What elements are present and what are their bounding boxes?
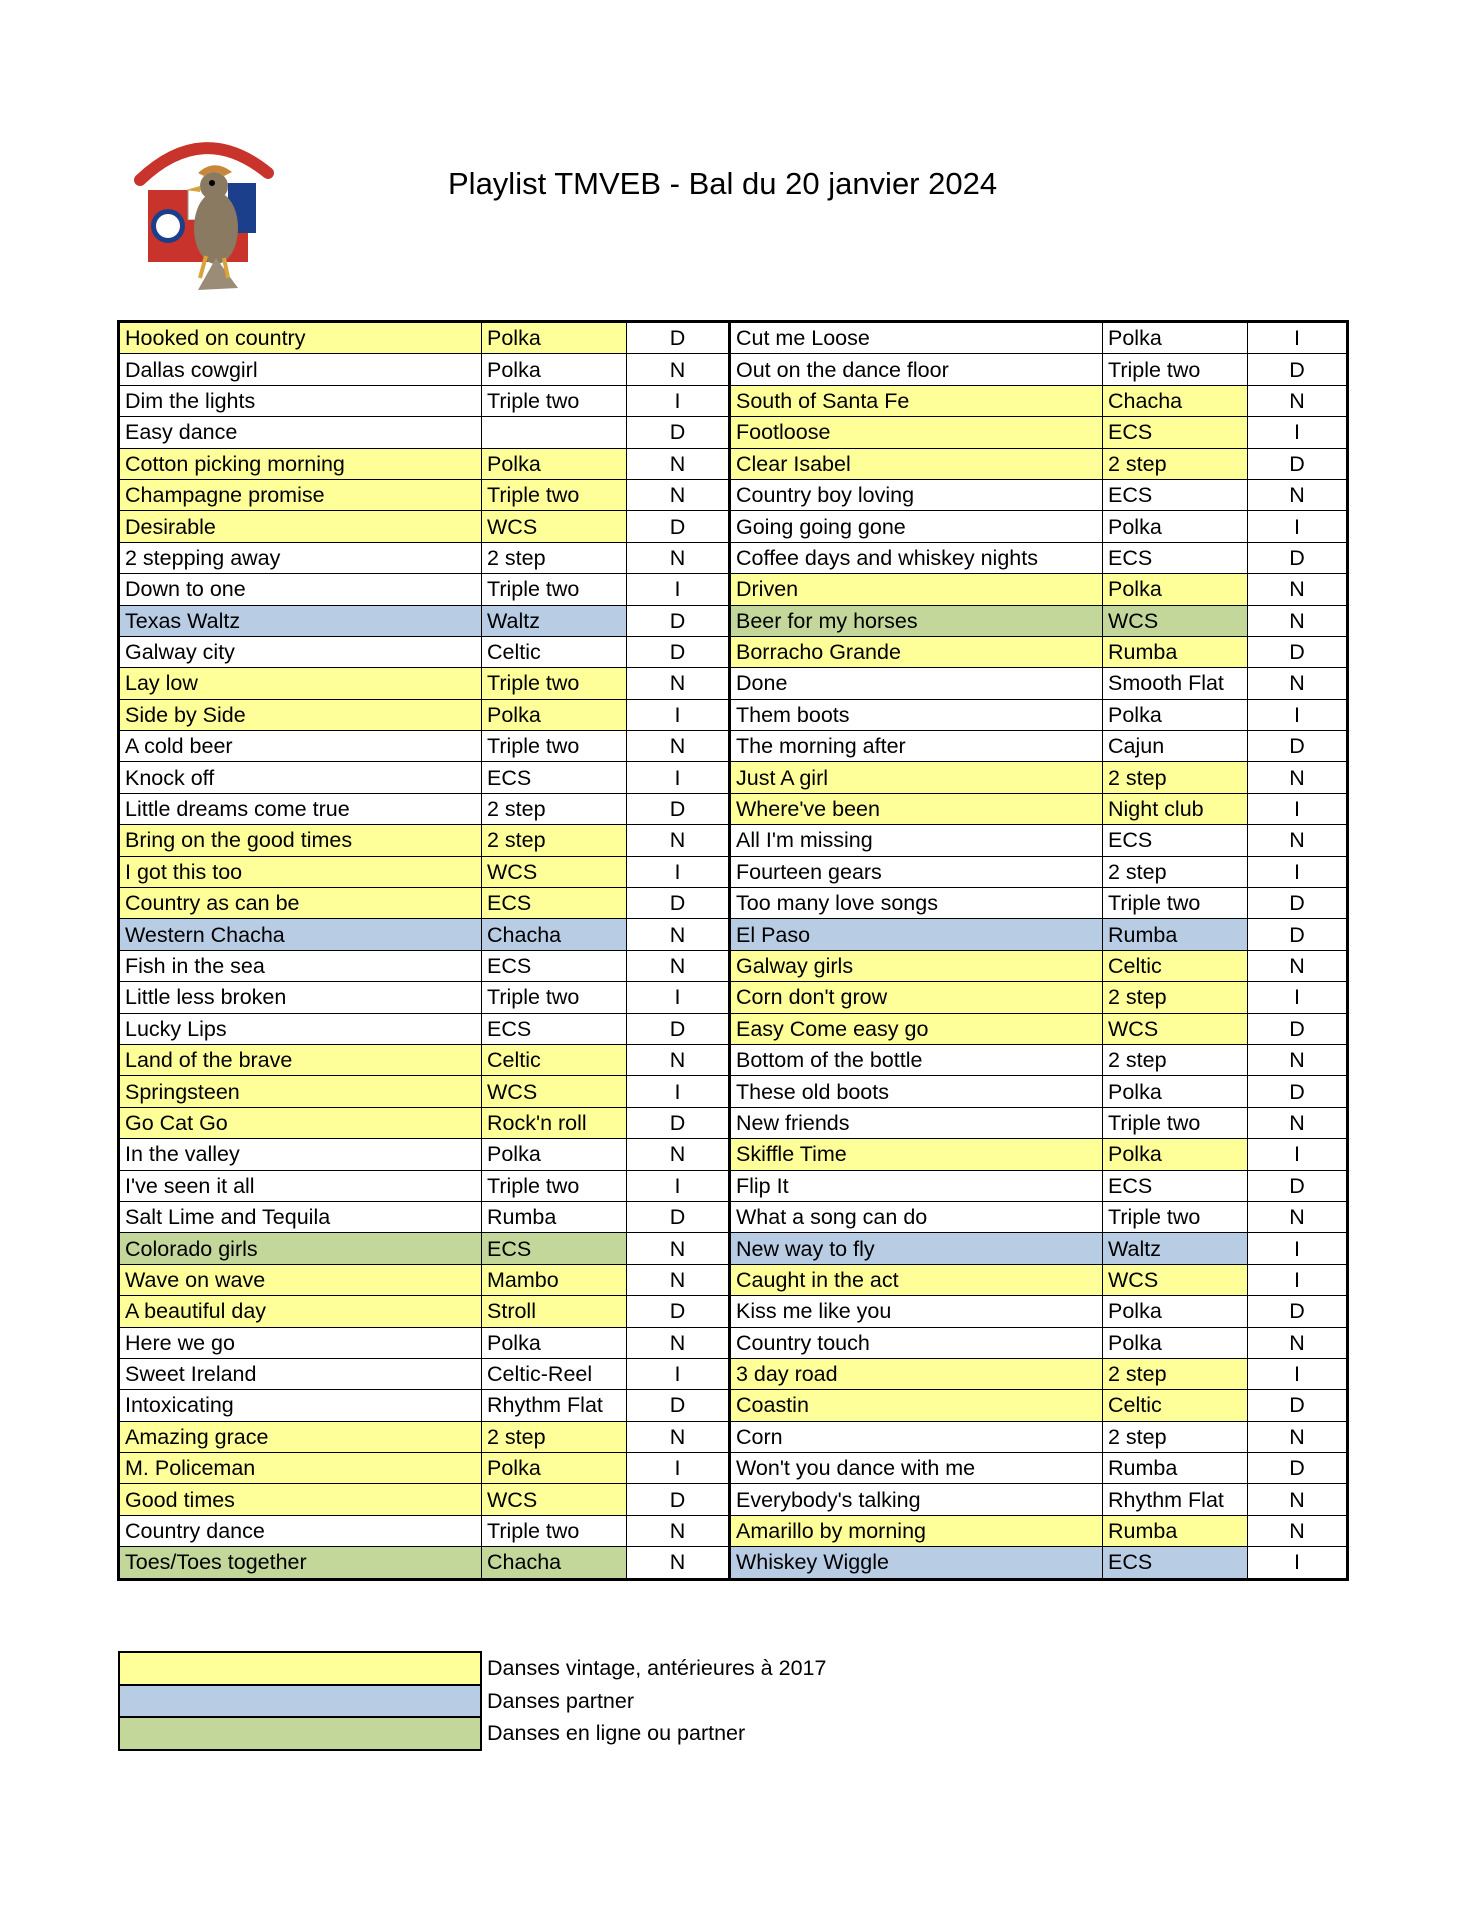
dance-style: Cajun (1103, 731, 1248, 762)
dance-style: Polka (482, 354, 627, 385)
song-title: Galway city (119, 636, 482, 667)
level-code: I (1248, 1547, 1348, 1579)
level-code: N (1248, 1044, 1348, 1075)
dance-style: 2 step (482, 825, 627, 856)
song-title: Bring on the good times (119, 825, 482, 856)
song-title: Desirable (119, 511, 482, 542)
level-code: D (627, 1013, 730, 1044)
song-title: Colorado girls (119, 1233, 482, 1264)
level-code: N (1248, 950, 1348, 981)
song-title: Sweet Ireland (119, 1358, 482, 1389)
level-code: D (1248, 1170, 1348, 1201)
page-title: Playlist TMVEB - Bal du 20 janvier 2024 (448, 166, 998, 201)
level-code: D (1248, 636, 1348, 667)
dance-style: Triple two (1103, 888, 1248, 919)
song-title: Galway girls (730, 950, 1103, 981)
dance-style: Smooth Flat (1103, 668, 1248, 699)
level-code: I (627, 1170, 730, 1201)
level-code: I (1248, 982, 1348, 1013)
table-row (119, 542, 1348, 573)
level-code: N (627, 1264, 730, 1295)
song-title: I got this too (119, 856, 482, 887)
dance-style: WCS (1103, 605, 1248, 636)
level-code: I (627, 385, 730, 416)
level-code: I (1248, 793, 1348, 824)
level-code: D (627, 1296, 730, 1327)
song-title: 3 day road (730, 1358, 1103, 1389)
table-row (119, 322, 1348, 354)
dance-style: Triple two (1103, 354, 1248, 385)
level-code: N (1248, 605, 1348, 636)
dance-style: Polka (482, 1453, 627, 1484)
song-title: Won't you dance with me (730, 1453, 1103, 1484)
table-row (119, 1390, 1348, 1421)
dance-style: Triple two (482, 1170, 627, 1201)
song-title: Too many love songs (730, 888, 1103, 919)
table-row (119, 574, 1348, 605)
table-row (119, 825, 1348, 856)
level-code: D (1248, 888, 1348, 919)
song-title: Country touch (730, 1327, 1103, 1358)
song-title: Where've been (730, 793, 1103, 824)
dance-style: ECS (1103, 542, 1248, 573)
level-code: I (1248, 322, 1348, 354)
song-title: Country boy loving (730, 479, 1103, 510)
level-code: N (627, 731, 730, 762)
song-title: Coastin (730, 1390, 1103, 1421)
table-row (119, 636, 1348, 667)
song-title: Footloose (730, 417, 1103, 448)
song-title: Corn don't grow (730, 982, 1103, 1013)
level-code: N (627, 479, 730, 510)
song-title: Coffee days and whiskey nights (730, 542, 1103, 573)
dance-style: Triple two (1103, 1201, 1248, 1232)
table-row (119, 1013, 1348, 1044)
song-title: Fourteen gears (730, 856, 1103, 887)
song-title: Texas Waltz (119, 605, 482, 636)
dance-style: Rumba (482, 1201, 627, 1232)
song-title: Dallas cowgirl (119, 354, 482, 385)
level-code: N (1248, 825, 1348, 856)
level-code: I (627, 699, 730, 730)
song-title: Amazing grace (119, 1421, 482, 1452)
song-title: Salt Lime and Tequila (119, 1201, 482, 1232)
song-title: M. Policeman (119, 1453, 482, 1484)
dance-style: 2 step (1103, 982, 1248, 1013)
level-code: N (627, 542, 730, 573)
dance-style: Polka (1103, 322, 1248, 354)
song-title: What a song can do (730, 1201, 1103, 1232)
song-title: New way to fly (730, 1233, 1103, 1264)
level-code: N (627, 919, 730, 950)
dance-style: WCS (482, 856, 627, 887)
song-title: Little dreams come true (119, 793, 482, 824)
table-row (119, 1107, 1348, 1138)
song-title: Western Chacha (119, 919, 482, 950)
dance-style: Triple two (482, 385, 627, 416)
legend-item (119, 1652, 901, 1685)
table-row (119, 1044, 1348, 1075)
song-title: The morning after (730, 731, 1103, 762)
table-row (119, 1547, 1348, 1579)
table-row (119, 511, 1348, 542)
dance-style: Triple two (482, 1515, 627, 1546)
level-code: D (627, 322, 730, 354)
dance-style: ECS (482, 950, 627, 981)
dance-style: 2 step (482, 793, 627, 824)
song-title: Just A girl (730, 762, 1103, 793)
song-title: Knock off (119, 762, 482, 793)
dance-style: WCS (482, 511, 627, 542)
song-title: Go Cat Go (119, 1107, 482, 1138)
level-code: D (1248, 1390, 1348, 1421)
dance-style: ECS (1103, 479, 1248, 510)
table-row (119, 762, 1348, 793)
dance-style: Polka (1103, 1139, 1248, 1170)
dance-style: 2 step (1103, 856, 1248, 887)
table-row (119, 479, 1348, 510)
song-title: Kiss me like you (730, 1296, 1103, 1327)
song-title: 2 stepping away (119, 542, 482, 573)
dance-style: Polka (482, 1327, 627, 1358)
color-legend (118, 1651, 902, 1751)
song-title: Going going gone (730, 511, 1103, 542)
level-code: N (627, 1515, 730, 1546)
level-code: N (627, 1327, 730, 1358)
level-code: D (627, 417, 730, 448)
dance-style: 2 step (1103, 1044, 1248, 1075)
level-code: N (627, 1044, 730, 1075)
level-code: N (627, 1547, 730, 1579)
dance-style: Polka (482, 1139, 627, 1170)
song-title: Good times (119, 1484, 482, 1515)
level-code: N (1248, 668, 1348, 699)
table-row (119, 919, 1348, 950)
song-title: Easy Come easy go (730, 1013, 1103, 1044)
song-title: Easy dance (119, 417, 482, 448)
dance-style: Triple two (482, 668, 627, 699)
level-code: D (627, 1107, 730, 1138)
level-code: D (1248, 919, 1348, 950)
song-title: South of Santa Fe (730, 385, 1103, 416)
dance-style: ECS (482, 888, 627, 919)
level-code: N (627, 354, 730, 385)
song-title: In the valley (119, 1139, 482, 1170)
level-code: I (627, 574, 730, 605)
dance-style: Polka (482, 699, 627, 730)
level-code: I (627, 762, 730, 793)
table-row (119, 605, 1348, 636)
dance-style: Polka (1103, 574, 1248, 605)
dance-style: 2 step (1103, 762, 1248, 793)
level-code: N (1248, 1327, 1348, 1358)
table-row (119, 699, 1348, 730)
song-title: Whiskey Wiggle (730, 1547, 1103, 1579)
table-row (119, 1076, 1348, 1107)
dance-style: Triple two (1103, 1107, 1248, 1138)
dance-style: Rhythm Flat (482, 1390, 627, 1421)
dance-style: Celtic-Reel (482, 1358, 627, 1389)
level-code: D (1248, 542, 1348, 573)
level-code: I (627, 1076, 730, 1107)
level-code: N (627, 448, 730, 479)
dance-style: Rumba (1103, 1515, 1248, 1546)
level-code: N (627, 825, 730, 856)
level-code: N (627, 668, 730, 699)
level-code: D (1248, 354, 1348, 385)
level-code: I (627, 1453, 730, 1484)
song-title: Lucky Lips (119, 1013, 482, 1044)
song-title: Wave on wave (119, 1264, 482, 1295)
dance-style: Rumba (1103, 1453, 1248, 1484)
level-code: I (1248, 511, 1348, 542)
level-code: I (1248, 699, 1348, 730)
level-code: D (627, 605, 730, 636)
dance-style: Waltz (1103, 1233, 1248, 1264)
song-title: Dim the lights (119, 385, 482, 416)
dance-style: Celtic (482, 636, 627, 667)
dance-style: WCS (482, 1076, 627, 1107)
dance-style: WCS (1103, 1013, 1248, 1044)
table-row (119, 385, 1348, 416)
song-title: Done (730, 668, 1103, 699)
song-title: Everybody's talking (730, 1484, 1103, 1515)
table-row (119, 448, 1348, 479)
table-row (119, 982, 1348, 1013)
level-code: N (1248, 1421, 1348, 1452)
dance-style: ECS (1103, 1170, 1248, 1201)
song-title: Beer for my horses (730, 605, 1103, 636)
table-row (119, 1296, 1348, 1327)
song-title: Side by Side (119, 699, 482, 730)
level-code: D (1248, 448, 1348, 479)
song-title: Country as can be (119, 888, 482, 919)
song-title: Toes/Toes together (119, 1547, 482, 1579)
mockingbird-logo (128, 128, 278, 298)
dance-style: 2 step (482, 1421, 627, 1452)
song-title: Lay low (119, 668, 482, 699)
dance-style: Triple two (482, 574, 627, 605)
table-row (119, 950, 1348, 981)
level-code: D (627, 636, 730, 667)
dance-style: ECS (1103, 825, 1248, 856)
dance-style: Celtic (1103, 950, 1248, 981)
level-code: N (627, 1139, 730, 1170)
dance-style: Polka (1103, 511, 1248, 542)
table-row (119, 1327, 1348, 1358)
dance-style: Triple two (482, 982, 627, 1013)
level-code: D (627, 793, 730, 824)
song-title: Caught in the act (730, 1264, 1103, 1295)
dance-style: Rumba (1103, 919, 1248, 950)
dance-style: Rock'n roll (482, 1107, 627, 1138)
level-code: N (1248, 385, 1348, 416)
table-row (119, 1233, 1348, 1264)
level-code: N (1248, 762, 1348, 793)
dance-style: Stroll (482, 1296, 627, 1327)
song-title: Down to one (119, 574, 482, 605)
dance-style: 2 step (1103, 1421, 1248, 1452)
dance-style (482, 417, 627, 448)
dance-style: ECS (482, 762, 627, 793)
song-title: Intoxicating (119, 1390, 482, 1421)
level-code: N (1248, 1484, 1348, 1515)
song-title: Springsteen (119, 1076, 482, 1107)
dance-style: Chacha (1103, 385, 1248, 416)
dance-style: Rhythm Flat (1103, 1484, 1248, 1515)
level-code: N (1248, 1201, 1348, 1232)
dance-style: Rumba (1103, 636, 1248, 667)
level-code: N (1248, 574, 1348, 605)
song-title: Country dance (119, 1515, 482, 1546)
level-code: I (1248, 856, 1348, 887)
level-code: I (1248, 1264, 1348, 1295)
level-code: I (627, 856, 730, 887)
level-code: D (627, 1484, 730, 1515)
dance-style: Polka (1103, 1327, 1248, 1358)
level-code: D (1248, 1013, 1348, 1044)
song-title: Hooked on country (119, 322, 482, 354)
song-title: Land of the brave (119, 1044, 482, 1075)
level-code: N (1248, 1515, 1348, 1546)
level-code: I (1248, 1358, 1348, 1389)
dance-style: Polka (482, 448, 627, 479)
level-code: I (1248, 1139, 1348, 1170)
table-row (119, 888, 1348, 919)
song-title: A beautiful day (119, 1296, 482, 1327)
table-row (119, 668, 1348, 699)
dance-style: Triple two (482, 479, 627, 510)
level-code: N (1248, 479, 1348, 510)
table-row (119, 1264, 1348, 1295)
legend-swatch (119, 1717, 481, 1750)
table-row (119, 1421, 1348, 1452)
song-title: El Paso (730, 919, 1103, 950)
level-code: N (1248, 1107, 1348, 1138)
table-row (119, 1453, 1348, 1484)
table-row (119, 1170, 1348, 1201)
table-row (119, 793, 1348, 824)
song-title: Flip It (730, 1170, 1103, 1201)
table-row (119, 1484, 1348, 1515)
dance-style: Polka (1103, 699, 1248, 730)
dance-style: Celtic (1103, 1390, 1248, 1421)
level-code: D (1248, 1453, 1348, 1484)
song-title: New friends (730, 1107, 1103, 1138)
dance-style: Polka (1103, 1296, 1248, 1327)
legend-item (119, 1685, 901, 1718)
dance-style: 2 step (1103, 448, 1248, 479)
song-title: Cut me Loose (730, 322, 1103, 354)
dance-style: WCS (1103, 1264, 1248, 1295)
level-code: D (1248, 731, 1348, 762)
table-row (119, 1139, 1348, 1170)
song-title: Driven (730, 574, 1103, 605)
playlist-table (117, 320, 1349, 1581)
level-code: D (627, 1201, 730, 1232)
dance-style: WCS (482, 1484, 627, 1515)
dance-style: Triple two (482, 731, 627, 762)
level-code: D (627, 1390, 730, 1421)
song-title: These old boots (730, 1076, 1103, 1107)
table-row (119, 1201, 1348, 1232)
song-title: Them boots (730, 699, 1103, 730)
song-title: Cotton picking morning (119, 448, 482, 479)
dance-style: Polka (1103, 1076, 1248, 1107)
table-row (119, 856, 1348, 887)
legend-label: Danses partner (487, 1688, 634, 1713)
dance-style: ECS (482, 1013, 627, 1044)
dance-style: Mambo (482, 1264, 627, 1295)
table-row (119, 731, 1348, 762)
song-title: A cold beer (119, 731, 482, 762)
song-title: Fish in the sea (119, 950, 482, 981)
table-row (119, 1358, 1348, 1389)
legend-swatch (119, 1685, 481, 1718)
level-code: I (1248, 417, 1348, 448)
song-title: Here we go (119, 1327, 482, 1358)
song-title: All I'm missing (730, 825, 1103, 856)
level-code: D (1248, 1076, 1348, 1107)
level-code: I (627, 1358, 730, 1389)
dance-style: 2 step (1103, 1358, 1248, 1389)
dance-style: Polka (482, 322, 627, 354)
legend-item (119, 1717, 901, 1750)
dance-style: Celtic (482, 1044, 627, 1075)
dance-style: Night club (1103, 793, 1248, 824)
song-title: Amarillo by morning (730, 1515, 1103, 1546)
level-code: D (1248, 1296, 1348, 1327)
legend-swatch (119, 1652, 481, 1685)
song-title: Champagne promise (119, 479, 482, 510)
legend-label: Danses en ligne ou partner (487, 1721, 746, 1746)
dance-style: ECS (482, 1233, 627, 1264)
level-code: N (627, 950, 730, 981)
dance-style: Chacha (482, 919, 627, 950)
level-code: D (627, 888, 730, 919)
song-title: Borracho Grande (730, 636, 1103, 667)
legend-label: Danses vintage, antérieures à 2017 (487, 1656, 827, 1681)
dance-style: Chacha (482, 1547, 627, 1579)
song-title: Corn (730, 1421, 1103, 1452)
table-row (119, 354, 1348, 385)
level-code: I (627, 982, 730, 1013)
level-code: N (627, 1233, 730, 1264)
song-title: Out on the dance floor (730, 354, 1103, 385)
song-title: Bottom of the bottle (730, 1044, 1103, 1075)
level-code: D (627, 511, 730, 542)
song-title: Clear Isabel (730, 448, 1103, 479)
level-code: N (627, 1421, 730, 1452)
dance-style: 2 step (482, 542, 627, 573)
dance-style: ECS (1103, 417, 1248, 448)
table-row (119, 1515, 1348, 1546)
dance-style: ECS (1103, 1547, 1248, 1579)
level-code: I (1248, 1233, 1348, 1264)
dance-style: Waltz (482, 605, 627, 636)
table-row (119, 417, 1348, 448)
song-title: Little less broken (119, 982, 482, 1013)
song-title: Skiffle Time (730, 1139, 1103, 1170)
song-title: I've seen it all (119, 1170, 482, 1201)
